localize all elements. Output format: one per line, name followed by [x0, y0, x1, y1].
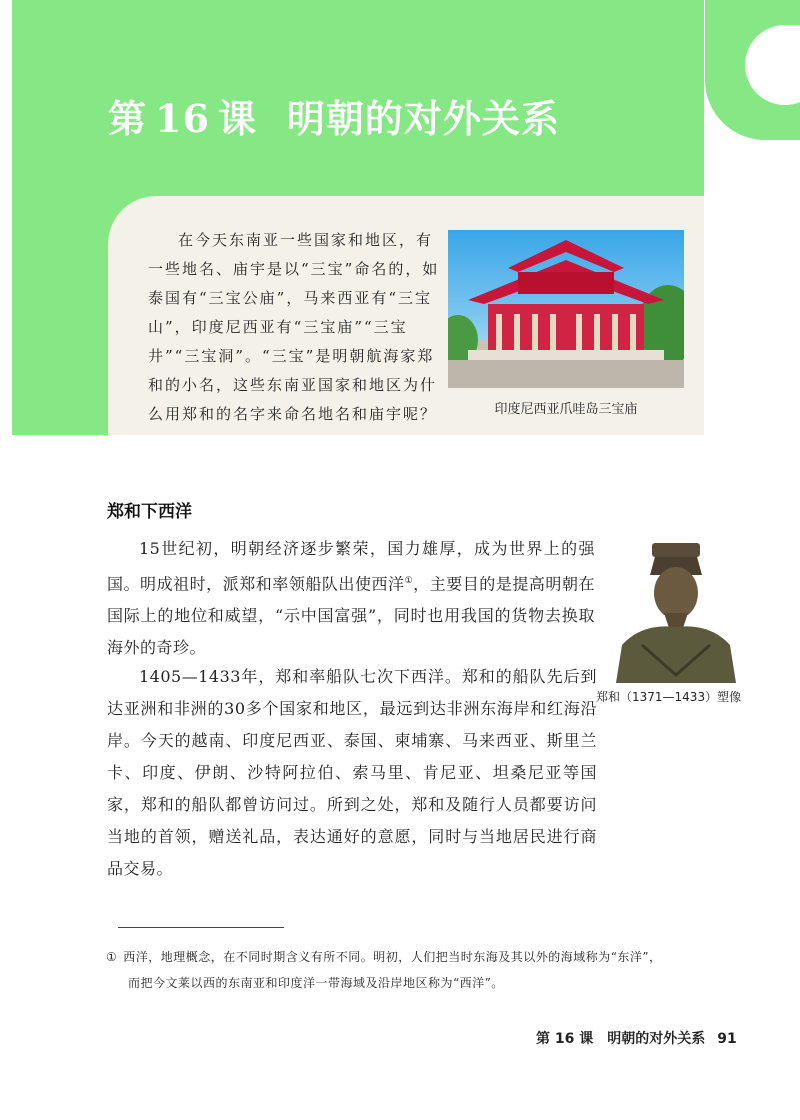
lesson-name: 明朝的对外关系 — [286, 96, 560, 141]
footnote-line-1: 西洋，地理概念，在不同时期含义有所不同。明初，人们把当时东海及其以外的海域称为“东洋”， — [123, 950, 662, 964]
page-number: 91 — [717, 1031, 737, 1047]
photo-caption: 印度尼西亚爪哇岛三宝庙 — [494, 402, 638, 417]
section-heading: 郑和下西洋 — [107, 502, 192, 522]
paragraph-1-part-b: ，主要目的是提高明朝在国际上的地位和威望，“示中国富强”，同时也用我国的货物去换取海外的奇珍。 — [107, 574, 595, 658]
page-footer — [536, 1028, 737, 1048]
lesson-suffix: 课 — [217, 96, 257, 141]
intro-text: 在今天东南亚一些国家和地区，有一些地名、庙宇是以“三宝”命名的，如泰国有“三宝公庙”，马来西亚有“三宝山”，印度尼西亚有“三宝庙”“三宝井”“三宝洞”。“三宝”是明朝航海家郑和的小名，这些东南亚国家和地区为什么用郑和的名字来命名地名和庙宇呢？ — [148, 231, 440, 423]
statue-caption: 郑和（1371—1433）塑像 — [596, 690, 742, 704]
footer-lesson-label: 第 16 课 明朝的对外关系 — [536, 1031, 706, 1047]
paragraph-2: 1405—1433年，郑和率船队七次下西洋。郑和的船队先后到达亚洲和非洲的30多个国家和地区，最远到达非洲东海岸和红海沿岸。今天的越南、印度尼西亚、泰国、柬埔寨、马来西亚、斯里兰卡、印度、伊朗、沙特阿拉伯、索马里、肯尼亚、坦桑尼亚等国家，郑和的船队都曾访问过。所到之处，郑和及随行人员都要访问当地的首领，赠送礼品，表达通好的意愿，同时与当地居民进行商品交易。 — [107, 667, 597, 878]
temple-illustration — [448, 230, 684, 388]
paragraph-1 — [107, 533, 595, 664]
lesson-title — [108, 88, 560, 148]
footnote-divider — [118, 927, 284, 928]
footnote-ref: ① — [404, 576, 414, 586]
zheng-he-statue — [612, 535, 740, 683]
footnote-line-2: 而把今文莱以西的东南亚和印度洋一带海域及沿岸地区称为“西洋”。 — [128, 976, 504, 990]
statue-illustration — [612, 535, 740, 683]
footnote-mark: ① — [106, 950, 118, 964]
footnote — [106, 944, 736, 996]
corner-decoration — [705, 0, 800, 140]
lesson-prefix: 第 — [108, 96, 148, 141]
lesson-number: 16 — [155, 96, 210, 141]
temple-photo — [448, 230, 684, 388]
paragraph-1-part-a: 15世纪初，明朝经济逐步繁荣，国力雄厚，成为世界上的强国。明成祖时，派郑和率领船队出使西洋 — [107, 539, 595, 594]
